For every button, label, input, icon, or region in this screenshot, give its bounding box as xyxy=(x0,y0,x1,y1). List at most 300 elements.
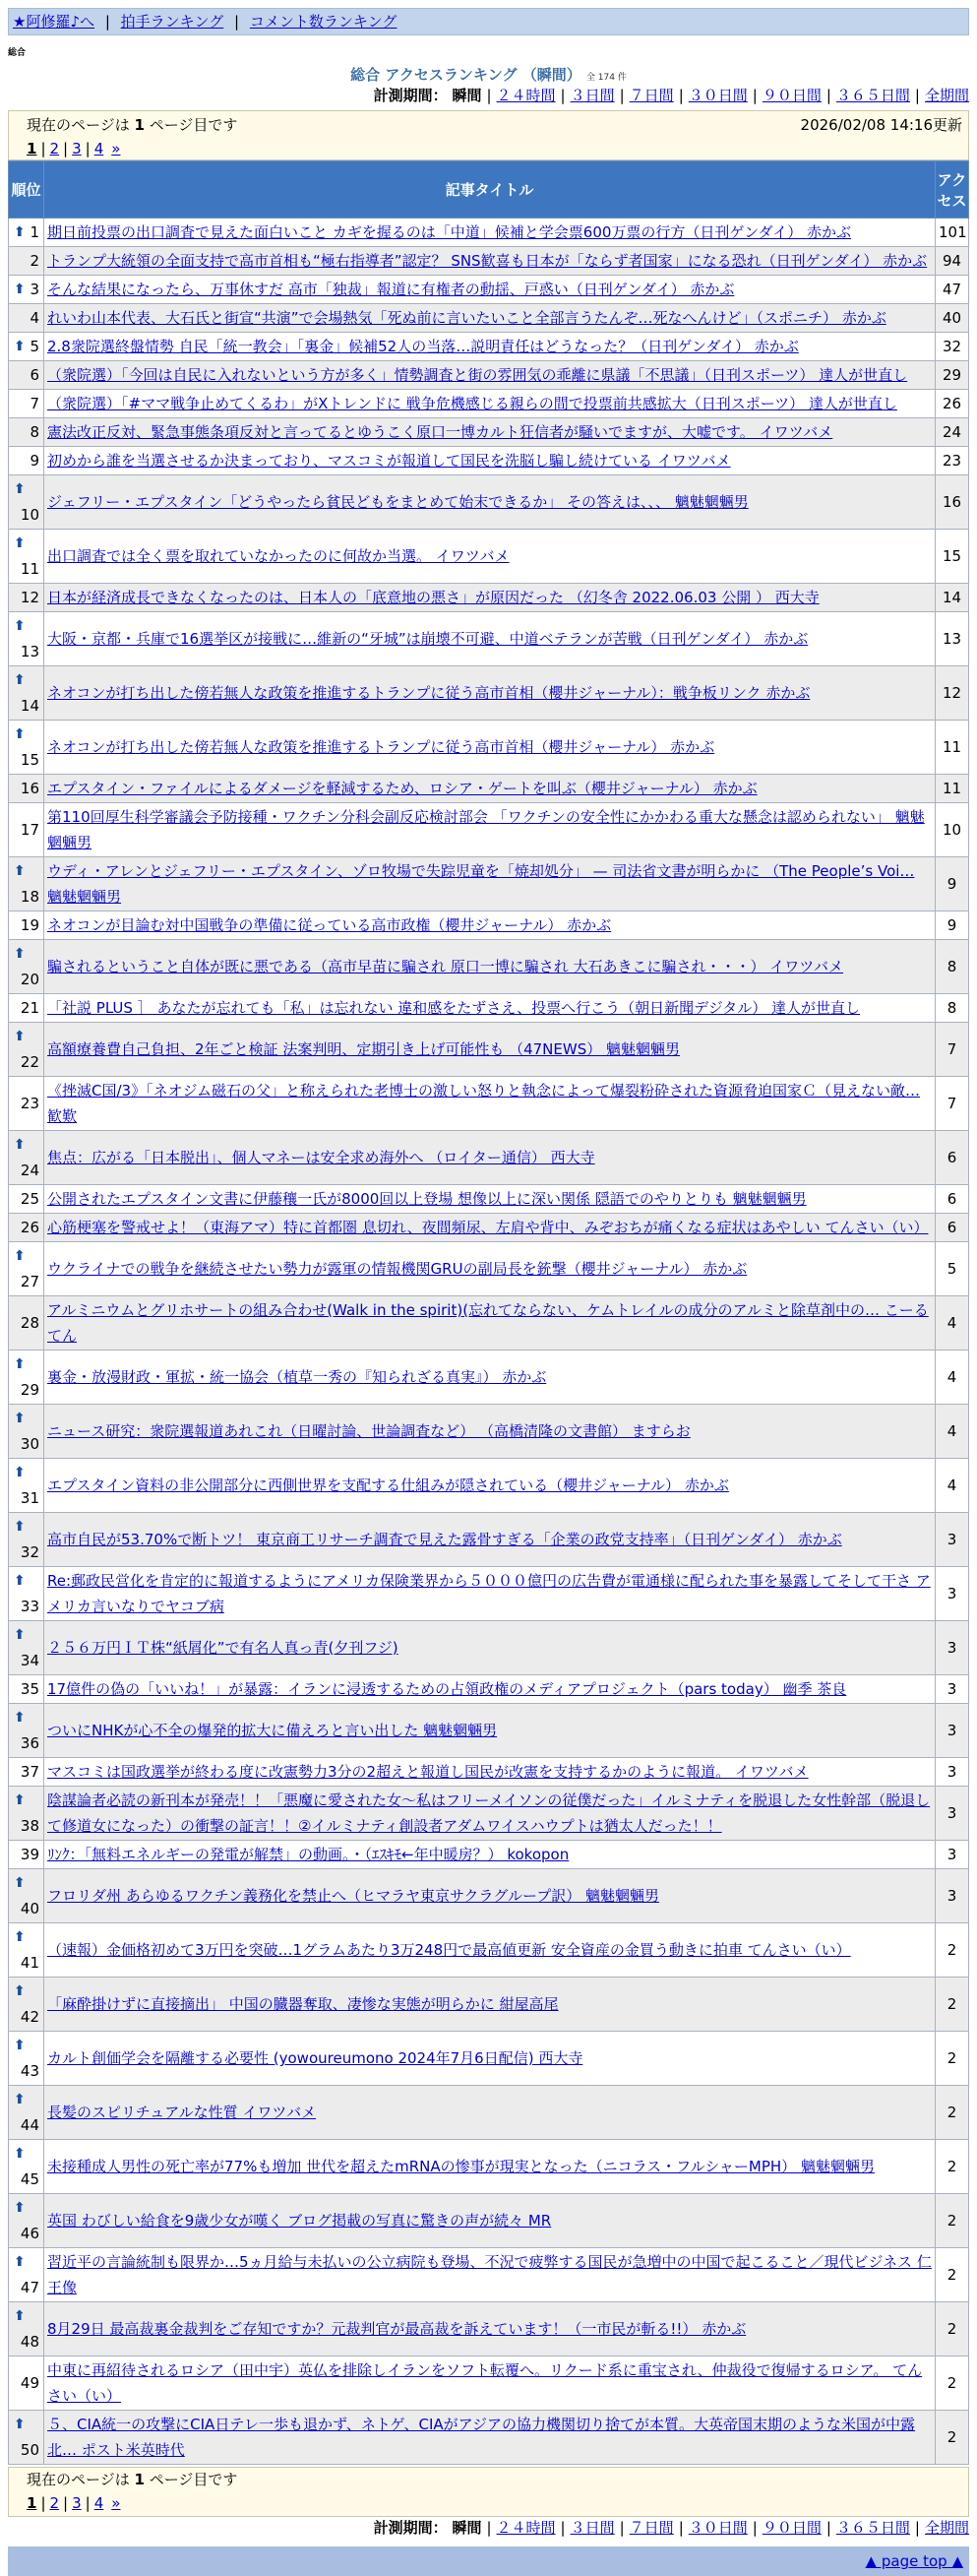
count-cell: 4 xyxy=(936,1405,969,1459)
count-cell: 3 xyxy=(936,1787,969,1841)
breadcrumb: 総合 xyxy=(8,48,27,58)
rank-cell xyxy=(9,475,44,530)
rank-number: 23 xyxy=(20,1095,39,1112)
rank-number: 24 xyxy=(20,1162,39,1179)
up-arrow-icon: ⬆ xyxy=(14,672,26,688)
table-row xyxy=(9,2356,969,2411)
rank-number: 3 xyxy=(30,281,39,298)
title-cell xyxy=(44,1567,936,1621)
count-cell: 6 xyxy=(936,1131,969,1185)
count-cell: 11 xyxy=(936,775,969,803)
period-link[interactable]: ２４時間 xyxy=(496,87,556,104)
article-link[interactable]: 裏金・放漫財政・軍拡・統一協会（植草一秀の『知られざる真実』） 赤かぶ xyxy=(47,1368,547,1386)
article-link[interactable]: エプスタイン資料の非公開部分に西側世界を支配する仕組みが隠されている（櫻井ジャーナル） 赤かぶ xyxy=(47,1476,729,1494)
article-link[interactable]: 「社説 PLUS ］ あなたが忘れても「私」は忘れない 違和感をたずさえ、投票へ行こう（朝日新聞デジタル） 達人が世直し xyxy=(47,999,861,1017)
article-link[interactable]: アルミニウムとグリホサートの組み合わせ(Walk in the spirit)(忘れてならない、ケムトレイルの成分のアルミと除草剤中の… こーるてん xyxy=(47,1301,929,1345)
page-separator: | xyxy=(63,2494,69,2512)
table-row xyxy=(9,803,969,857)
table-row xyxy=(9,666,969,721)
rank-number: 19 xyxy=(20,916,39,934)
article-link[interactable]: 《挫滅C国/3》「ネオジム磁石の父」と称えられた老博士の激しい怒りと執念によって爆裂粉砕された資源脅迫国家Ｃ（見えない敵… 歓歎 xyxy=(47,1082,920,1125)
title-cell xyxy=(44,1621,936,1675)
article-link[interactable]: ウクライナでの戦争を継続させたい勢力が露軍の情報機関GRUの副局長を銃撃（櫻井ジャーナル） 赤かぶ xyxy=(47,1260,748,1278)
page-link[interactable]: 3 xyxy=(72,140,82,157)
title-cell xyxy=(44,775,936,803)
article-link[interactable]: （速報）金価格初めて3万円を突破…1グラムあたり3万248円で最高値更新 安全資産の金買う動きに拍車 てんさい（い） xyxy=(47,1941,851,1959)
article-link[interactable]: 出口調査では全く票を取れていなかったのに何故か当選。 イワツバメ xyxy=(47,547,510,565)
footer-bar xyxy=(8,2546,969,2576)
table-row xyxy=(9,2086,969,2140)
count-cell: 3 xyxy=(936,1869,969,1923)
rank-number: 15 xyxy=(20,751,39,769)
rank-cell xyxy=(9,530,44,584)
rank-cell xyxy=(9,1869,44,1923)
article-link[interactable]: れいわ山本代表、大石氏と街宣“共演”で会場熱気「死ぬ前に言いたいこと全部言うたんぞ…死なへんけど」（スポニチ） 赤かぶ xyxy=(47,309,886,327)
rank-number: 22 xyxy=(20,1053,39,1071)
period-link[interactable]: ７日間 xyxy=(629,2519,674,2537)
period-separator: | xyxy=(560,2519,566,2537)
period-link[interactable]: ３日間 xyxy=(570,2519,615,2537)
title-cell xyxy=(44,1296,936,1351)
up-arrow-icon: ⬆ xyxy=(14,1029,26,1044)
article-link[interactable]: 17億件の偽の「いいね！」が暴露：イランに浸透するための占領政権のメディアプロジェクト（pars today） 幽季 茶良 xyxy=(47,1680,847,1698)
rank-cell xyxy=(9,1513,44,1567)
table-row xyxy=(9,447,969,475)
period-link[interactable]: ９０日間 xyxy=(762,87,822,104)
page-link[interactable]: 2 xyxy=(49,2494,60,2512)
article-link[interactable]: カルト創価学会を隔離する必要性 (yowoureumono 2024年7月6日配信) 西大寺 xyxy=(47,2049,583,2067)
rank-number: 32 xyxy=(20,1543,39,1561)
period-separator: | xyxy=(914,87,920,104)
rank-number: 43 xyxy=(20,2062,39,2080)
period-link[interactable]: ７日間 xyxy=(629,87,674,104)
title-cell xyxy=(44,1242,936,1296)
rank-number: 8 xyxy=(30,423,39,441)
count-cell: 94 xyxy=(936,247,969,276)
table-row xyxy=(9,1704,969,1758)
rank-number: 4 xyxy=(30,309,39,327)
table-row xyxy=(9,911,969,940)
rank-number: 33 xyxy=(20,1598,39,1615)
period-link[interactable]: 全期間 xyxy=(924,87,969,104)
article-link[interactable]: ついにNHKが心不全の爆発的拡大に備えろと言い出した 魑魅魍魎男 xyxy=(47,1722,498,1739)
rank-cell xyxy=(9,721,44,775)
article-link[interactable]: 日本が経済成長できなくなったのは、日本人の「底意地の悪さ」が原因だった （幻冬舎 2022.06.03 公開 ） 西大寺 xyxy=(47,589,820,606)
title-cell xyxy=(44,803,936,857)
period-separator: | xyxy=(560,87,566,104)
title-cell xyxy=(44,1185,936,1214)
page-title-text: 総合 アクセスランキング （瞬間） xyxy=(350,66,581,84)
total-count: 全 174 件 xyxy=(585,73,627,83)
rank-number: 38 xyxy=(20,1817,39,1835)
page-link[interactable]: 2 xyxy=(49,140,60,157)
rank-cell xyxy=(9,1787,44,1841)
article-link[interactable]: ２５６万円ＩＴ株“紙屑化”で有名人真っ青(夕刊フジ) xyxy=(47,1639,398,1657)
page-link[interactable]: 3 xyxy=(72,2494,82,2512)
title-cell xyxy=(44,1787,936,1841)
rank-cell xyxy=(9,1131,44,1185)
table-row xyxy=(9,1787,969,1841)
rank-cell xyxy=(9,1242,44,1296)
count-cell: 9 xyxy=(936,911,969,940)
title-cell xyxy=(44,1758,936,1787)
period-link[interactable]: ２４時間 xyxy=(496,2519,556,2537)
table-row xyxy=(9,530,969,584)
article-link[interactable]: トランプ大統領の全面支持で高市首相も“極右指導者”認定？ SNS歓喜も日本が「ならず者国家」になる恐れ（日刊ゲンダイ） 赤かぶ xyxy=(47,252,928,270)
title-cell xyxy=(44,2140,936,2194)
count-cell: 2 xyxy=(936,1978,969,2032)
article-link[interactable]: 公開されたエプスタイン文書に伊藤穰一氏が8000回以上登場 想像以上に深い関係 隠語でのやりとりも 魑魅魍魎男 xyxy=(47,1190,807,1208)
count-cell: 7 xyxy=(936,1077,969,1131)
count-cell: 7 xyxy=(936,1023,969,1077)
article-link[interactable]: 騙されるということ自体が既に悪である（高市早苗に騙され 原口一博に騙され 大石あきこに騙され・・・） イワツバメ xyxy=(47,958,844,975)
title-header: 記事タイトル xyxy=(44,161,936,219)
count-cell: 6 xyxy=(936,1214,969,1242)
rank-cell xyxy=(9,1214,44,1242)
title-cell xyxy=(44,2302,936,2356)
article-link[interactable]: 英国 わびしい給食を9歳少女が嘆く ブログ掲載の写真に驚きの声が続々 MR xyxy=(47,2212,552,2230)
table-row xyxy=(9,219,969,247)
title-cell xyxy=(44,2032,936,2086)
article-link[interactable]: ネオコンが目論む対中国戦争の準備に従っている高市政権（櫻井ジャーナル） 赤かぶ xyxy=(47,916,612,934)
article-link[interactable]: ネオコンが打ち出した傍若無人な政策を推進するトランプに従う高市首相（櫻井ジャーナル） 赤かぶ xyxy=(47,738,715,756)
up-arrow-icon: ⬆ xyxy=(14,1929,26,1945)
count-cell: 11 xyxy=(936,721,969,775)
rank-number: 34 xyxy=(20,1652,39,1669)
period-link[interactable]: ９０日間 xyxy=(762,2519,822,2537)
count-cell: 8 xyxy=(936,994,969,1023)
title-cell xyxy=(44,530,936,584)
article-link[interactable]: 大阪・京都・兵庫で16選挙区が接戦に…維新の“牙城”は崩壊不可避、中道ベテランが苦戦（日刊ゲンダイ） 赤かぶ xyxy=(47,630,809,648)
title-cell xyxy=(44,1131,936,1185)
table-row xyxy=(9,361,969,390)
title-cell xyxy=(44,1214,936,1242)
up-arrow-icon: ⬆ xyxy=(14,2092,26,2107)
clap-ranking-link[interactable]: 拍手ランキング xyxy=(120,13,224,31)
article-link[interactable]: そんな結果になったら、万事休すだ 高市「独裁」報道に有権者の動揺、戸惑い（日刊ゲンダイ） 赤かぶ xyxy=(47,281,735,298)
article-link[interactable]: Re:郵政民営化を肯定的に報道するようにアメリカ保険業界から５０００億円の広告費が電通様に配られた事を暴露してそして干さ アメリカ言いなりでヤコブ病 xyxy=(47,1572,931,1615)
nav-separator: | xyxy=(234,13,240,31)
table-row xyxy=(9,1758,969,1787)
rank-cell xyxy=(9,247,44,276)
table-row xyxy=(9,1242,969,1296)
rank-cell xyxy=(9,1351,44,1405)
ranking-table xyxy=(8,160,969,2465)
title-cell xyxy=(44,1513,936,1567)
table-row xyxy=(9,475,969,530)
rank-number: 16 xyxy=(20,780,39,797)
article-link[interactable]: 未接種成人男性の死亡率が77%も増加 世代を超えたmRNAの惨事が現実となった（ニコラス・フルシャーMPH） 魑魅魍魎男 xyxy=(47,2158,875,2175)
table-row xyxy=(9,247,969,276)
page-link[interactable]: » xyxy=(111,140,121,157)
period-link[interactable]: ３０日間 xyxy=(688,2519,748,2537)
rank-cell xyxy=(9,857,44,911)
period-separator: | xyxy=(486,2519,492,2537)
article-link[interactable]: 初めから誰を当選させるか決まっており、マスコミが報道して国民を洗脳し騙し続けている イワツバメ xyxy=(47,452,731,470)
rank-cell xyxy=(9,333,44,361)
period-current: 瞬間 xyxy=(452,87,482,104)
count-cell: 3 xyxy=(936,1513,969,1567)
table-row xyxy=(9,612,969,666)
rank-number: 31 xyxy=(20,1489,39,1507)
up-arrow-icon: ⬆ xyxy=(14,1356,26,1372)
table-row xyxy=(9,333,969,361)
title-cell xyxy=(44,721,936,775)
article-link[interactable]: 憲法改正反対、緊急事態条項反対と言ってるとゆうこく原口一博カルト狂信者が騒いでますが、大嘘です。 イワツバメ xyxy=(47,423,833,441)
count-cell: 2 xyxy=(936,2302,969,2356)
article-link[interactable]: エプスタイン・ファイルによるダメージを軽減するため、ロシア・ゲートを叫ぶ（櫻井ジャーナル） 赤かぶ xyxy=(47,780,758,797)
period-separator: | xyxy=(914,2519,920,2537)
page-separator: | xyxy=(40,2494,46,2512)
count-cell: 23 xyxy=(936,447,969,475)
table-row xyxy=(9,418,969,447)
rank-number: 37 xyxy=(20,1763,39,1781)
up-arrow-icon: ⬆ xyxy=(14,1792,26,1808)
page-separator: | xyxy=(85,140,91,157)
rank-number: 5 xyxy=(30,338,39,355)
rank-cell xyxy=(9,1758,44,1787)
up-arrow-icon: ⬆ xyxy=(14,1983,26,1999)
rank-cell xyxy=(9,1621,44,1675)
up-arrow-icon: ⬆ xyxy=(14,1411,26,1426)
title-cell xyxy=(44,2411,936,2465)
period-link[interactable]: ３日間 xyxy=(570,87,615,104)
count-cell: 101 xyxy=(936,219,969,247)
article-link[interactable]: マスコミは国政選挙が終わる度に改憲勢力3分の2超えと報道し国民が改憲を支持するかのように報道。 イワツバメ xyxy=(47,1763,809,1781)
up-arrow-icon: ⬆ xyxy=(14,618,26,634)
rank-cell xyxy=(9,304,44,333)
period-separator: | xyxy=(619,87,625,104)
up-arrow-icon: ⬆ xyxy=(14,1248,26,1264)
page-link[interactable]: 4 xyxy=(93,140,104,157)
up-arrow-icon: ⬆ xyxy=(14,2308,26,2324)
period-link[interactable]: ３６５日間 xyxy=(835,2519,910,2537)
rank-number: 2 xyxy=(30,252,39,270)
title-cell xyxy=(44,304,936,333)
title-cell xyxy=(44,2248,936,2302)
count-cell: 2 xyxy=(936,2356,969,2411)
rank-number: 41 xyxy=(20,1954,39,1972)
up-arrow-icon: ⬆ xyxy=(14,1573,26,1589)
rank-number: 11 xyxy=(20,560,39,578)
up-arrow-icon: ⬆ xyxy=(14,726,26,742)
table-row xyxy=(9,1405,969,1459)
table-row xyxy=(9,1513,969,1567)
count-cell: 10 xyxy=(936,803,969,857)
table-row xyxy=(9,1978,969,2032)
article-link[interactable]: 長髪のスピリチュアルな性質 イワツバメ xyxy=(47,2104,317,2121)
count-cell: 40 xyxy=(936,304,969,333)
article-link[interactable]: ニュース研究：衆院選報道あれこれ（日曜討論、世論調査など） （高橋清隆の文書館） ますらお xyxy=(47,1422,691,1440)
count-cell: 32 xyxy=(936,333,969,361)
rank-cell xyxy=(9,390,44,418)
article-link[interactable]: 習近平の言論統制も限界か…5ヵ月給与未払いの公立病院も登場、不況で疲弊する国民が急増中の中国で起こること／現代ビジネス 仁王像 xyxy=(47,2253,932,2296)
rank-cell xyxy=(9,1405,44,1459)
rank-cell xyxy=(9,1675,44,1704)
rank-cell xyxy=(9,361,44,390)
article-link[interactable]: 焦点：広がる「日本脱出」、個人マネーは安全求め海外へ （ロイター通信） 西大寺 xyxy=(47,1149,595,1166)
page-top-link[interactable]: ▲ page top ▲ xyxy=(865,2552,963,2570)
table-row xyxy=(9,2032,969,2086)
rank-number: 47 xyxy=(20,2279,39,2296)
rank-number: 49 xyxy=(20,2374,39,2392)
up-arrow-icon: ⬆ xyxy=(14,2417,26,2432)
rank-number: 1 xyxy=(30,223,39,241)
table-row xyxy=(9,775,969,803)
rank-cell xyxy=(9,418,44,447)
title-cell xyxy=(44,1459,936,1513)
count-cell: 4 xyxy=(936,1459,969,1513)
article-link[interactable]: ﾘﾝｸ：「無料エネルギーの発電が解禁」の動画。・（ｴｽｷﾓ←年中暖房？） kokopon xyxy=(47,1846,570,1863)
rank-number: 18 xyxy=(20,888,39,906)
count-cell: 2 xyxy=(936,2411,969,2465)
count-header: アクセス xyxy=(936,161,969,219)
count-cell: 29 xyxy=(936,361,969,390)
article-link[interactable]: ネオコンが打ち出した傍若無人な政策を推進するトランプに従う高市首相（櫻井ジャーナル）：戦争板リンク 赤かぶ xyxy=(47,684,811,702)
rank-number: 46 xyxy=(20,2225,39,2242)
title-cell xyxy=(44,447,936,475)
page-link[interactable]: » xyxy=(111,2494,121,2512)
home-link[interactable]: ★阿修羅♪へ xyxy=(13,13,95,31)
title-cell xyxy=(44,1023,936,1077)
article-link[interactable]: 第110回厚生科学審議会予防接種・ワクチン分科会副反応検討部会 「ワクチンの安全性にかかわる重大な懸念は認められない」 魑魅魍魎男 xyxy=(47,808,925,851)
period-link[interactable]: ３０日間 xyxy=(688,87,748,104)
title-cell xyxy=(44,475,936,530)
page-separator: | xyxy=(63,140,69,157)
title-cell xyxy=(44,390,936,418)
table-row xyxy=(9,1185,969,1214)
article-link[interactable]: 2.8衆院選終盤情勢 自民「統一教会」「裏金」候補52人の当落…説明責任はどうなった？（日刊ゲンダイ） 赤かぶ xyxy=(47,338,799,355)
article-link[interactable]: （衆院選）「今回は自民に入れないという方が多く」情勢調査と街の雰囲気の乖離に県議「不思議」（日刊スポーツ） 達人が世直し xyxy=(47,366,908,384)
comment-ranking-link[interactable]: コメント数ランキング xyxy=(249,13,397,31)
table-row xyxy=(9,1459,969,1513)
period-label: 計測期間： xyxy=(373,2519,448,2537)
title-cell xyxy=(44,276,936,304)
rank-number: 42 xyxy=(20,2008,39,2026)
period-link[interactable]: ３６５日間 xyxy=(835,87,910,104)
page-separator: | xyxy=(85,2494,91,2512)
rank-cell xyxy=(9,1923,44,1978)
table-row xyxy=(9,1023,969,1077)
table-row xyxy=(9,390,969,418)
rank-cell xyxy=(9,1567,44,1621)
rank-cell xyxy=(9,612,44,666)
rank-number: 29 xyxy=(20,1381,39,1399)
title-cell xyxy=(44,1405,936,1459)
period-link[interactable]: 全期間 xyxy=(924,2519,969,2537)
up-arrow-icon: ⬆ xyxy=(14,1627,26,1643)
count-cell: 3 xyxy=(936,1621,969,1675)
rank-cell xyxy=(9,2140,44,2194)
count-cell: 8 xyxy=(936,940,969,994)
count-cell: 2 xyxy=(936,2248,969,2302)
nav-separator: | xyxy=(104,13,110,31)
table-row xyxy=(9,1621,969,1675)
article-link[interactable]: 期日前投票の出口調査で見えた面白いこと カギを握るのは「中道」候補と学会票600万票の行方（日刊ゲンダイ） 赤かぶ xyxy=(47,223,851,241)
table-row xyxy=(9,2194,969,2248)
title-cell xyxy=(44,247,936,276)
rank-cell xyxy=(9,2032,44,2086)
rank-number: 17 xyxy=(20,821,39,839)
rank-number: 27 xyxy=(20,1273,39,1290)
rank-cell xyxy=(9,2411,44,2465)
page-title xyxy=(0,64,977,85)
rank-cell xyxy=(9,2302,44,2356)
rank-number: 48 xyxy=(20,2333,39,2351)
article-link[interactable]: ウディ・アレンとジェフリー・エプスタイン、ゾロ牧場で失踪児童を「焼却処分」 — 司法省文書が明らかに （The People’s Voi… 魑魅魍魎男 xyxy=(47,862,915,906)
article-link[interactable]: 「麻酔掛けずに直接摘出」 中国の臓器奪取、凄惨な実態が明らかに 紺屋高尾 xyxy=(47,1995,559,2013)
article-link[interactable]: （衆院選）「#ママ戦争止めてくるわ」がXトレンドに 戦争危機感じる親らの間で投票前共感拡大（日刊スポーツ） 達人が世直し xyxy=(47,395,897,412)
article-link[interactable]: 中東に再紹待されるロシア（田中宇）英仏を排除しイランをソフト転覆へ。リクード系に重宝され、仲裁役で復帰するロシア。 てんさい（い） xyxy=(47,2361,923,2405)
rank-number: 50 xyxy=(20,2441,39,2459)
article-link[interactable]: フロリダ州 あらゆるワクチン義務化を禁止へ（ヒマラヤ東京サクラグループ訳） 魑魅魍魎男 xyxy=(47,1887,659,1905)
count-cell: 6 xyxy=(936,1185,969,1214)
count-cell: 4 xyxy=(936,1351,969,1405)
up-arrow-icon: ⬆ xyxy=(14,282,26,297)
article-link[interactable]: 高市自民が53.70%で断トツ！ 東京商工リサーチ調査で見えた露骨すぎる「企業の政党支持率」（日刊ゲンダイ） 赤かぶ xyxy=(47,1531,842,1548)
up-arrow-icon: ⬆ xyxy=(14,1875,26,1891)
count-cell: 2 xyxy=(936,2194,969,2248)
article-link[interactable]: 陰謀論者必読の新刊本が発売！！「悪魔に愛された女〜私はフリーメイソンの従僕だった」イルミナティを脱退した女性幹部（脱退して修道女になった）の衝撃の証言！！②イルミナティ創設者アダムワイスハウプトは猶太人だった！！ xyxy=(47,1791,931,1835)
article-link[interactable]: ジェフリー・エプスタイン「どうやったら貧民どもをまとめて始末できるか」 その答えは、、、 魑魅魍魎男 xyxy=(47,493,749,511)
article-link[interactable]: ５、CIA統一の攻撃にCIA日テレ一歩も退かず、ネトゲ、CIAがアジアの協力機関切り捨てが本質。大英帝国末期のような米国が中露北… ポスト米英時代 xyxy=(47,2416,916,2459)
table-row xyxy=(9,721,969,775)
count-cell: 12 xyxy=(936,666,969,721)
rank-number: 6 xyxy=(30,366,39,384)
table-row xyxy=(9,1296,969,1351)
rank-cell xyxy=(9,1459,44,1513)
period-separator: | xyxy=(752,87,758,104)
rank-number: 12 xyxy=(20,589,39,606)
count-cell: 5 xyxy=(936,1242,969,1296)
article-link[interactable]: 心筋梗塞を警戒せよ！（東海アマ）特に首都圏 息切れ、夜間頻尿、左肩や背中、みぞおちが痛くなる症状はあやしい てんさい（い） xyxy=(47,1219,929,1236)
table-row xyxy=(9,2248,969,2302)
title-cell xyxy=(44,219,936,247)
article-link[interactable]: 8月29日 最高裁裏金裁判をご存知ですか？元裁判官が最高裁を訴えています！（一市民が斬る!!） 赤かぶ xyxy=(47,2320,747,2338)
title-cell xyxy=(44,1869,936,1923)
top-nav xyxy=(8,8,969,35)
table-row xyxy=(9,2411,969,2465)
rank-cell xyxy=(9,219,44,247)
rank-number: 21 xyxy=(20,999,39,1017)
table-row xyxy=(9,1841,969,1869)
current-page-text-bottom: 現在のページは 1 ページ目です xyxy=(27,2471,238,2488)
title-cell xyxy=(44,1675,936,1704)
title-cell xyxy=(44,940,936,994)
page-current: 1 xyxy=(27,2494,37,2512)
up-arrow-icon: ⬆ xyxy=(14,2146,26,2162)
page-link[interactable]: 4 xyxy=(93,2494,104,2512)
rank-cell xyxy=(9,803,44,857)
title-cell xyxy=(44,911,936,940)
rank-number: 40 xyxy=(20,1900,39,1917)
rank-cell xyxy=(9,1704,44,1758)
count-cell: 3 xyxy=(936,1567,969,1621)
title-cell xyxy=(44,418,936,447)
title-cell xyxy=(44,1077,936,1131)
count-cell: 14 xyxy=(936,584,969,612)
rank-cell xyxy=(9,1023,44,1077)
rank-number: 7 xyxy=(30,395,39,412)
rank-cell xyxy=(9,584,44,612)
title-cell xyxy=(44,1704,936,1758)
up-arrow-icon: ⬆ xyxy=(14,481,26,497)
up-arrow-icon: ⬆ xyxy=(14,339,26,354)
article-link[interactable]: 高額療養費自己負担、2年ごと検証 法案判明、定期引き上げ可能性も （47NEWS） 魑魅魍魎男 xyxy=(47,1040,680,1058)
table-row xyxy=(9,1351,969,1405)
pagination-top xyxy=(9,136,968,159)
rank-cell xyxy=(9,940,44,994)
